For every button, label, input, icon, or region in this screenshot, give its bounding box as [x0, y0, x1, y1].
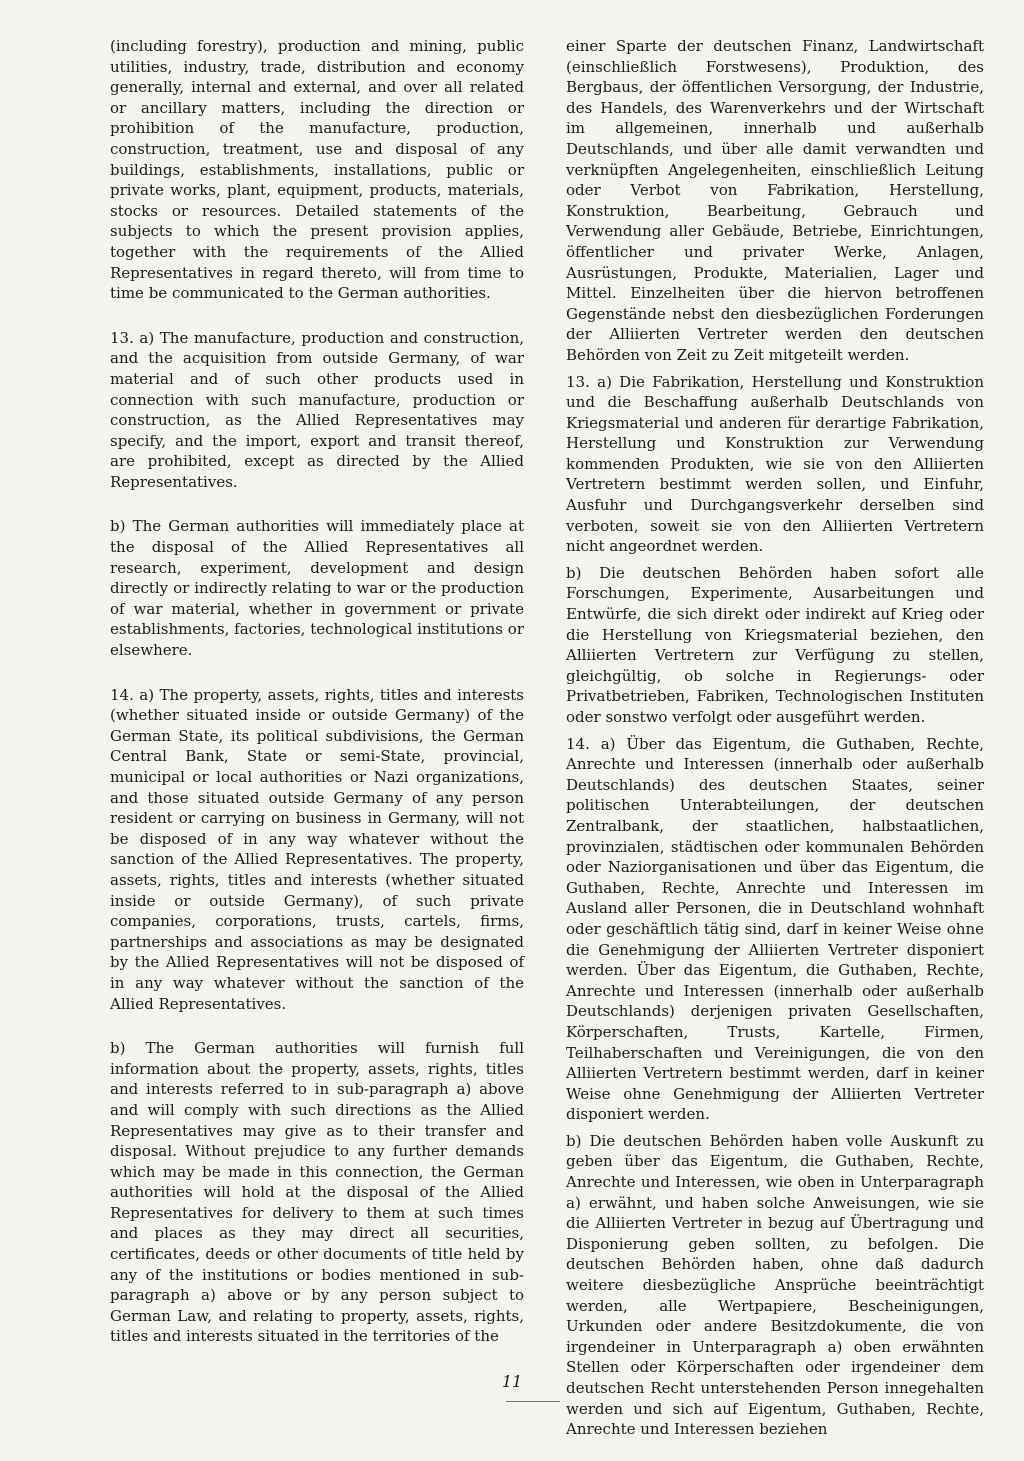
en-paragraph-13a: 13. a) The manufacture, production and construction, and the acquisition from outside Germany, of war material and of such other products used in connection with such manufacture, production or construction, as the Allied Representatives may specify, and the import, export and transit thereof, are prohibited, except as directed by the Allied Representatives. [110, 328, 524, 491]
en-paragraph-continuation: (including forestry), production and mining, public utilities, industry, trade, distribution and economy generally, internal and external, and over all related or ancillary matters, including the direction or prohibition of the manufacture, production, construction, treatment, use and disposal of any buildings, establishments, installations, public or private works, plant, equipment, products, materials, stocks or resources. Detailed statements of the subjects to which the present provision applies, together with the requirements of the Allied Representatives in regard thereto, will from time to time be communicated to the German authorities. [110, 37, 524, 303]
english-column [110, 36, 524, 1347]
de-paragraph-13b: b) Die deutschen Behörden haben sofort alle Forschungen, Experimente, Ausarbeitungen und Entwürfe, die sich direkt oder indirekt auf Krieg oder die Herstellung von Kriegsmaterial beziehen, den Alliierten Vertretern zur Verfügung zu stellen, gleichgültig, ob solche in Regierungs- oder Privatbetrieben, Fabriken, Technologischen Instituten oder sonstwo verfolgt oder ausgeführt werden. [566, 563, 984, 726]
de-paragraph-continuation: einer Sparte der deutschen Finanz, Landwirtschaft (einschließlich Forstwesens), Produktion, des Bergbaus, der öffentlichen Versorgung, der Industrie, des Handels, des Warenverkehrs und der Wirtschaft im allgemeinen, innerhalb und außerhalb Deutschlands, und über alle damit verwandten und verknüpften Angelegenheiten, einschließlich Leitung oder Verbot von Fabrikation, Herstellung, Konstruktion, Bearbeitung, Gebrauch und Verwendung aller Gebäude, Betriebe, Einrichtungen, öffentlicher und privater Werke, Anlagen, Ausrüstungen, Produkte, Materialien, Lager und Mittel. Einzelheiten über die hiervon betroffenen Gegenstände nebst den diesbezüglichen Forderungen der Alliierten Vertreter werden den deutschen Behörden von Zeit zu Zeit mitgeteilt werden. [566, 37, 984, 364]
en-paragraph-14b: b) The German authorities will furnish full information about the property, assets, rights, titles and interests referred to in sub-paragraph a) above and will comply with such directions as the Allied Representatives may give as to their transfer and disposal. Without prejudice to any further demands which may be made in this connection, the German authorities will hold at the disposal of the Allied Representatives for delivery to them at such times and places as they may direct all securities, certificates, deeds or other documents of title held by any of the institutions or bodies mentioned in sub-paragraph a) above or by any person subject to German Law, and relating to property, assets, rights, titles and interests situated in the territories of the [110, 1039, 524, 1346]
en-paragraph-13b: b) The German authorities will immediately place at the disposal of the Allied Representatives all research, experiment, development and design directly or indirectly relating to war or the production of war material, whether in government or private establishments, factories, technological institutions or elsewhere. [110, 517, 524, 660]
de-paragraph-14b: b) Die deutschen Behörden haben volle Auskunft zu geben über das Eigentum, die Guthaben, Rechte, Anrechte und Interessen, wie oben in Unterparagraph a) erwähnt, und haben solche Anweisungen, wie sie die Alliierten Vertreter in bezug auf Übertragung und Disponierung geben sollten, zu befolgen. Die deutschen Behörden haben, ohne daß dadurch weitere diesbezügliche Ansprüche beeinträchtigt werden, alle Wertpapiere, Bescheinigungen, Urkunden oder andere Besitzdokumente, die von irgendeiner in Unterparagraph a) oben erwähnten Stellen oder Körperschaften oder irgendeiner dem deutschen Recht unterstehenden Person innegehalten werden und sich auf Eigentum, Guthaben, Rechte, Anrechte und Interessen beziehen [566, 1131, 984, 1439]
page-number: 11 [501, 1372, 523, 1391]
german-column [566, 36, 984, 1440]
de-paragraph-14a: 14. a) Über das Eigentum, die Guthaben, Rechte, Anrechte und Interessen (innerhalb oder außerhalb Deutschlands) des deutschen Staates, seiner politischen Unterabteilungen, der deutschen Zentralbank, der staatlichen, halbstaatlichen, provinzialen, städtischen oder kommunalen Behörden oder Naziorganisationen und über das Eigentum, die Guthaben, Rechte, Anrechte und Interessen im Ausland aller Personen, die in Deutschland wohnhaft oder geschäftlich tätig sind, darf in keiner Weise ohne die Genehmigung der Alliierten Vertreter disponiert werden. Über das Eigentum, die Guthaben, Rechte, Anrechte und Interessen (innerhalb oder außerhalb Deutschlands) derjenigen privaten Gesellschaften, Körperschaften, Trusts, Kartelle, Firmen, Teilhaberschaften und Vereinigungen, die von den Alliierten Vertretern bestimmt werden, darf in keiner Weise ohne Genehmigung der Alliierten Vertreter disponiert werden. [566, 734, 984, 1124]
en-paragraph-14a: 14. a) The property, assets, rights, titles and interests (whether situated inside or outside Germany) of the German State, its political subdivisions, the German Central Bank, State or semi-State, provincial, municipal or local authorities or Nazi organizations, and those situated outside Germany of any person resident or carrying on business in Germany, will not be disposed of in any way whatever without the sanction of the Allied Representatives. The property, assets, rights, titles and interests (whether situated inside or outside Germany), of such private companies, corporations, trusts, cartels, firms, partnerships and associations as may be designated by the Allied Representatives will not be disposed of in any way whatever without the sanction of the Allied Representatives. [110, 685, 524, 1013]
de-paragraph-13a: 13. a) Die Fabrikation, Herstellung und Konstruktion und die Beschaffung außerhalb Deutschlands von Kriegsmaterial und anderen für derartige Fabrikation, Herstellung und Konstruktion zur Verwendung kommenden Produkten, wie sie von den Alliierten Vertretern bestimmt werden sollen, und Einfuhr, Ausfuhr und Durchgangsverkehr derselben sind verboten, soweit sie von den Alliierten Vertretern nicht angeordnet werden. [566, 372, 984, 556]
page-number-rule [506, 1401, 560, 1402]
